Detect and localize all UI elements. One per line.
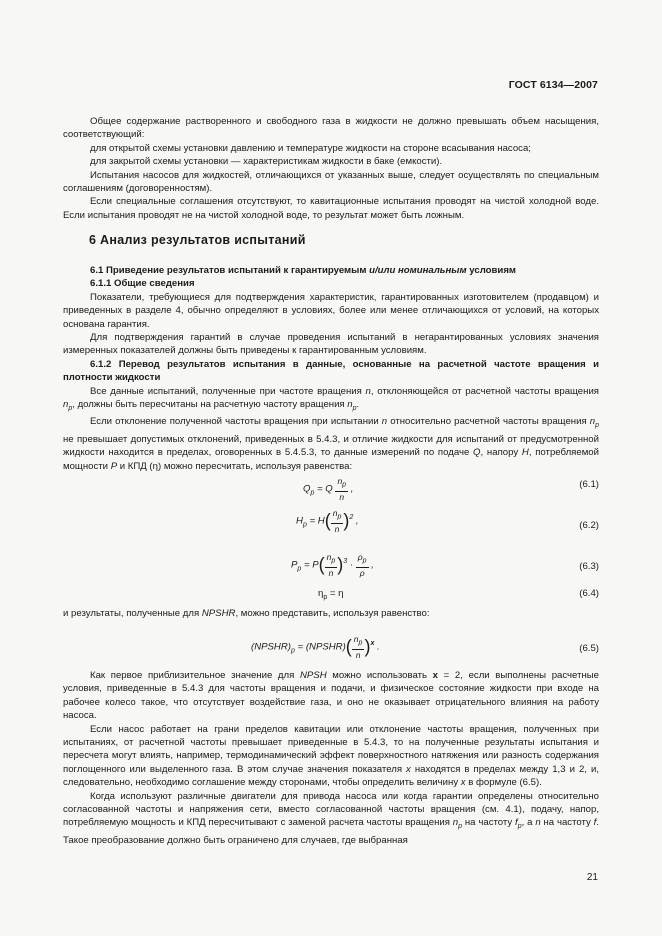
intro-paragraph: для закрытой схемы установки — характеристикам жидкости в баке (емкости). — [90, 156, 443, 168]
equation-6-4: $\eta_p = \eta$ (6.4) — [318, 588, 599, 601]
page-number: 21 — [586, 872, 598, 883]
equation-number: (6.2) — [579, 520, 599, 531]
after-equations-block — [63, 669, 599, 847]
intro-paragraph: Если специальные соглашения отсутствуют, то кавитационные испытания проводят на чистой холодной воде. Если испытания проводят не на чистой холодной воде, то результат может быть ложным. — [63, 196, 599, 221]
equation-6-5: $(NPSHR)_p$ = (NPSHR)( $\frac{n_p}{n}$ )$^x$ . (6.5) — [251, 634, 599, 660]
paragraph: Когда используют различные двигатели для привода насоса или когда гарантии определены относительно согласованной частоты и напряжения сети, вместо согласованной частоты вращения (см. 4.1), подачу, напор, потребляемую мощность и КПД пересчитывают с заменой расчета частоты вращения $n_p$ на частоту $f_p$, а n на частоту f. Такое преобразование должно быть ограничено для случаев, где выбранная — [63, 790, 599, 846]
intro-block — [63, 115, 599, 222]
equation-number: (6.3) — [579, 561, 599, 572]
equation-6-1: $Q_p = Q$ $\frac{n_p}{n}$ , (6.1) — [303, 476, 599, 502]
section-6-block — [63, 264, 599, 473]
section-6-title: 6 Анализ результатов испытаний — [89, 233, 306, 247]
paragraph: Показатели, требующиеся для подтверждения характеристик, гарантированных изготовителем (продавцом) и приведенных в разделе 4, обычно определяют в условиях, более или менее отличающихся от условий, на которых основана гарантия. — [63, 291, 599, 330]
paragraph: Если насос работает на грани пределов кавитации или отклонение частоты вращения, полученных при испытаниях, от расчетной частоты превышает приведенные в 5.4.3, то на полученные результаты испытания и пересчета могут влиять, например, термодинамический эффект поверхностного натяжения или разность содержания поглощенного или выделенного газа. В этом случае значения показателя x находятся в пределах между 1,3 и 2, и, следовательно, необходимо соглашение между сторонами, чтобы определить величину x в формуле (6.5). — [63, 723, 600, 789]
document-header: ГОСТ 6134—2007 — [508, 79, 598, 91]
paragraph: Если отклонение полученной частоты вращения при испытании n относительно расчетной частоты вращения $n_p$ не превышает допустимых отклонений, приведенных в 5.4.3, и отличие жидкости для испытаний от предусмотренной жидкости находится в пределах, оговоренных в 5.4.5.3, то данные измерений по подаче Q, напору H, потребляемой мощности P и КПД (η) можно пересчитать, используя равенства: — [63, 416, 599, 472]
equation-number: (6.5) — [579, 643, 599, 654]
subsection-6-1-1-title: 6.1.1 Общие сведения — [90, 278, 195, 290]
equation-6-2: $H_p = H$( $\frac{n_p}{n}$ )$^2$ , (6.2) — [296, 508, 599, 534]
intro-paragraph: Общее содержание растворенного и свободного газа в жидкости не должно превышать объем насыщения, соответствующий: — [63, 116, 599, 141]
subsection-6-1-2-title: 6.1.2 Перевод результатов испытания в данные, основанные на расчетной частоте вращения и плотности жидкости — [63, 358, 599, 384]
intro-paragraph: Испытания насосов для жидкостей, отличающихся от указанных выше, следует осуществлять по специальным соглашениям (договоренностям). — [63, 169, 599, 195]
subsection-6-1-title: 6.1 Приведение результатов испытаний к гарантируемым и/или номинальным условиям — [90, 265, 517, 276]
equation-number: (6.1) — [579, 479, 599, 490]
equation-number: (6.4) — [579, 588, 599, 599]
paragraph: Для подтверждения гарантий в случае проведения испытаний в негарантированных условиях значения измеренных показателей должны быть приведены к гарантированным условиям. — [63, 332, 599, 357]
equation-6-3: $P_p = P$( $\frac{n_p}{n}$ )$^3$ · $\frac{\rho_p}{\rho}$ , (6.3) — [291, 552, 599, 578]
paragraph: Как первое приблизительное значение для NPSH можно использовать x = 2, если выполнены расчетные условия, приведенные в 5.4.3 для частоты вращения и подачи, и физическое состояние жидкости при входе на рабочее колесо такое, что отсутствует воздействие газа, и оно не оказывает отрицательного влияния на работу насоса. — [63, 670, 599, 722]
paragraph: Все данные испытаний, полученные при частоте вращения n, отклоняющейся от расчетной частоты вращения $n_p$, должны быть пересчитаны на расчетную частоту вращения $n_p$. — [63, 385, 600, 412]
npshr-intro: и результаты, полученные для NPSHR, можно представить, используя равенство: — [63, 608, 430, 619]
intro-paragraph: для открытой схемы установки давлению и температуре жидкости на стороне всасывания насоса; — [90, 142, 531, 154]
